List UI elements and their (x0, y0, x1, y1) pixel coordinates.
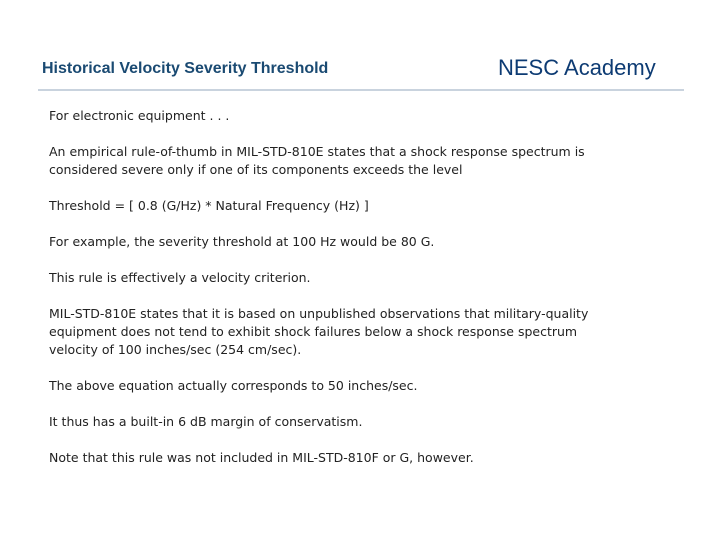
brand-name: NESC Academy (498, 55, 656, 80)
margin-text: It thus has a built-in 6 dB margin of conservatism. (49, 414, 363, 429)
threshold-equation: Threshold = [ 0.8 (G/Hz) * Natural Frequency (Hz) ] (49, 198, 369, 213)
rule-of-thumb-text: An empirical rule-of-thumb in MIL-STD-810E states that a shock response spectrum is considered severe only if one of its components exceeds the level (49, 144, 585, 177)
note-text: Note that this rule was not included in MIL-STD-810F or G, however. (49, 450, 474, 465)
slide-title: Historical Velocity Severity Threshold (42, 60, 329, 77)
basis-text: MIL-STD-810E states that it is based on unpublished observations that military-quality equipment does not tend to exhibit shock failures below a shock response spectrum velocity of 100 inches/sec (254 cm/sec). (49, 306, 589, 357)
criterion-text: This rule is effectively a velocity criterion. (49, 270, 311, 285)
correspondence-text: The above equation actually corresponds to 50 inches/sec. (49, 378, 418, 393)
header-divider (38, 89, 684, 91)
intro-text: For electronic equipment . . . (49, 108, 230, 123)
example-text: For example, the severity threshold at 100 Hz would be 80 G. (49, 234, 435, 249)
